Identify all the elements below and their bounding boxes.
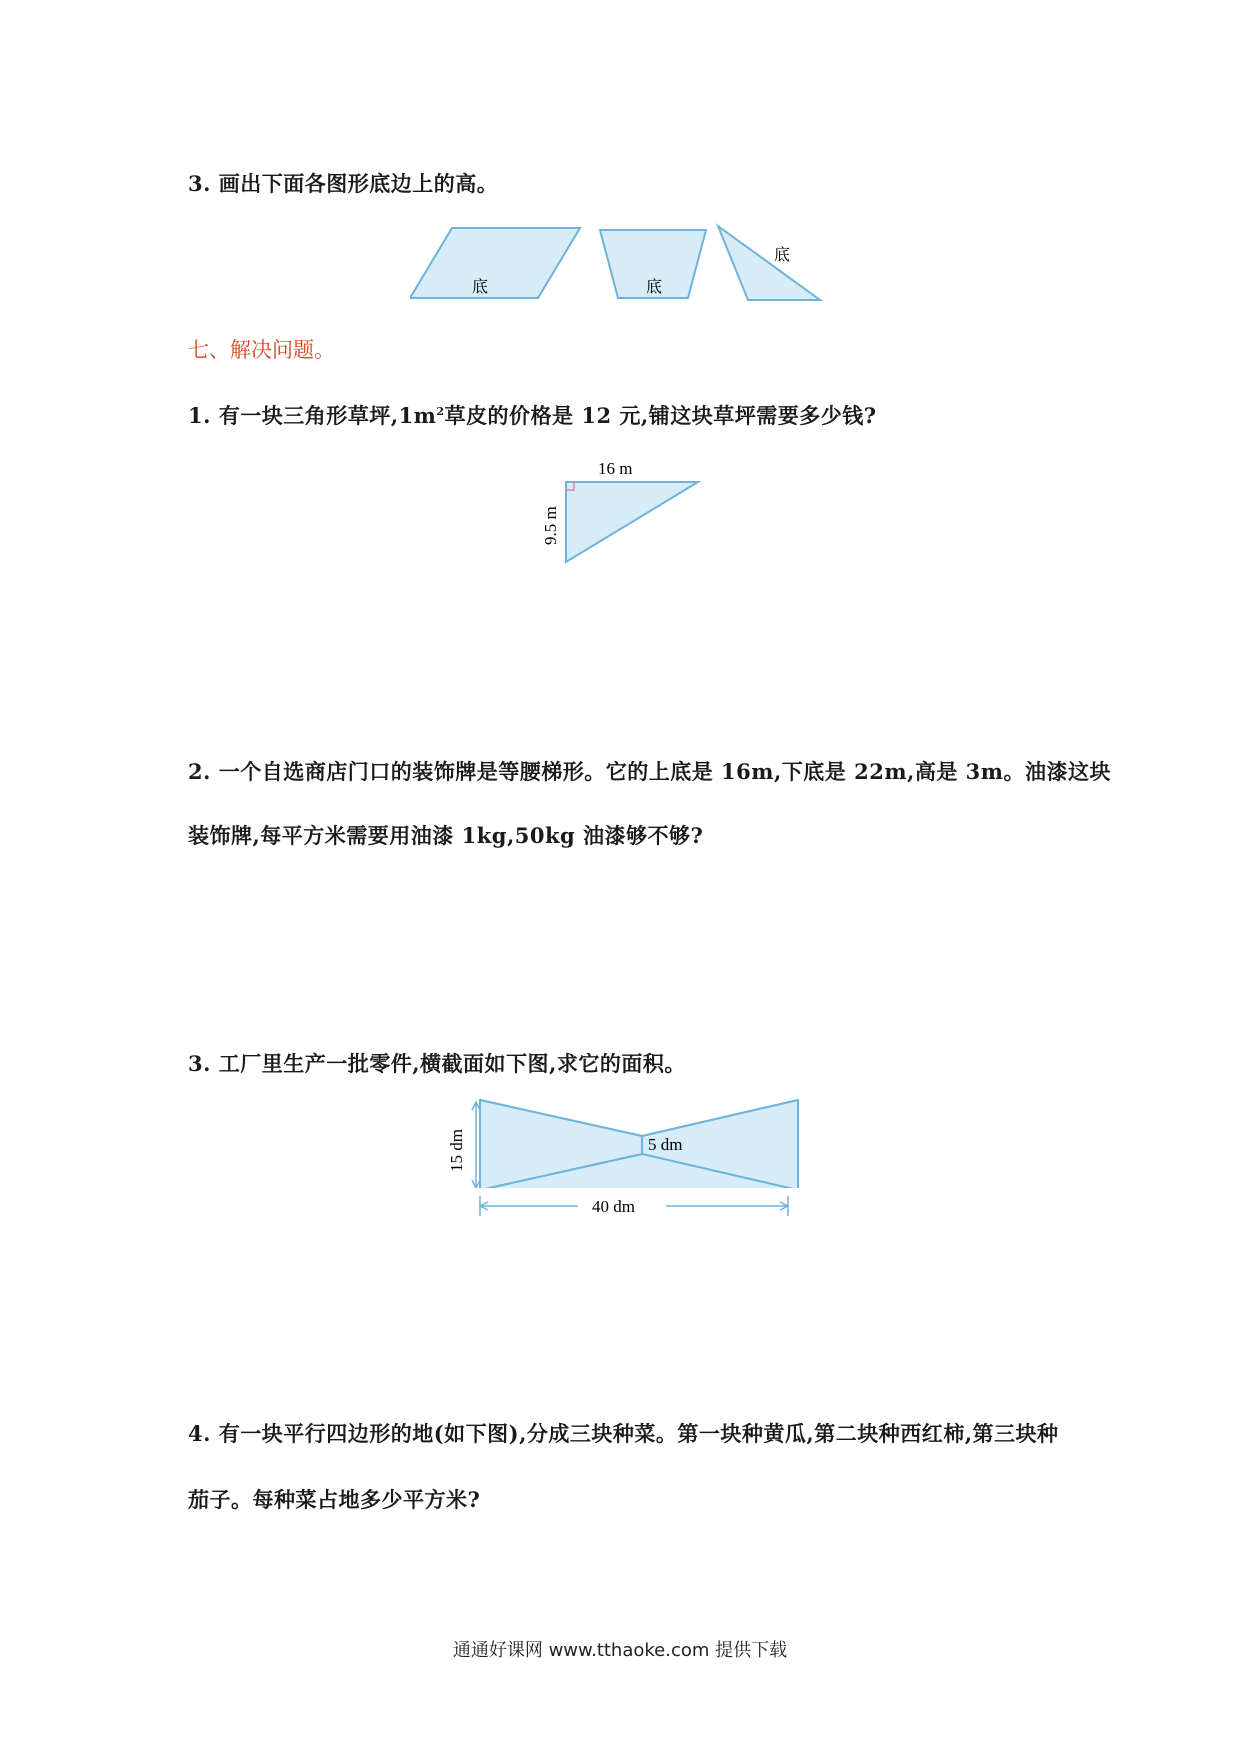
trapezoid-base-label: 底 [646, 279, 663, 296]
parallelogram-base-label: 底 [472, 279, 489, 296]
shapes-figure [410, 222, 840, 304]
width-dimension [470, 1192, 800, 1222]
left-side-label: 9.5 m [541, 506, 560, 545]
triangle-lawn-figure [530, 452, 710, 568]
height-label: 15 dm [447, 1129, 466, 1172]
section-title: 七、解决问题。 [188, 338, 335, 362]
middle-label: 5 dm [648, 1135, 683, 1154]
triangle-shape [718, 226, 820, 300]
problem-2-line-2: 装饰牌,每平方米需要用油漆 1kg,50kg 油漆够不够? [188, 823, 704, 848]
parallelogram-shape [410, 228, 580, 298]
problem-1-sup: 2 [436, 405, 445, 418]
problem-1 [188, 400, 877, 430]
problem-2-line-1: 2. 一个自选商店门口的装饰牌是等腰梯形。它的上底是 16m,下底是 22m,高是 3m。油漆这块 [188, 759, 1112, 784]
triangle-base-label: 底 [774, 247, 791, 264]
problem-4-line-2: 茄子。每种菜占地多少平方米? [188, 1487, 481, 1512]
part-cross-section-figure [440, 1096, 800, 1188]
footer: 通通好课网 www.tthaoke.com 提供下载 [452, 1640, 788, 1661]
problem-3: 3. 工厂里生产一批零件,横截面如下图,求它的面积。 [188, 1051, 686, 1076]
problem-1-before: 1. 有一块三角形草坪,1m [188, 403, 437, 428]
question-draw-heights: 3. 画出下面各图形底边上的高。 [188, 171, 499, 196]
right-triangle-shape [566, 482, 698, 562]
problem-1-after: 草皮的价格是 12 元,铺这块草坪需要多少钱? [444, 403, 877, 428]
problem-4-line-1: 4. 有一块平行四边形的地(如下图),分成三块种菜。第一块种黄瓜,第二块种西红柿,第三块种 [188, 1421, 1059, 1446]
width-label: 40 dm [592, 1197, 635, 1216]
top-side-label: 16 m [598, 459, 633, 478]
